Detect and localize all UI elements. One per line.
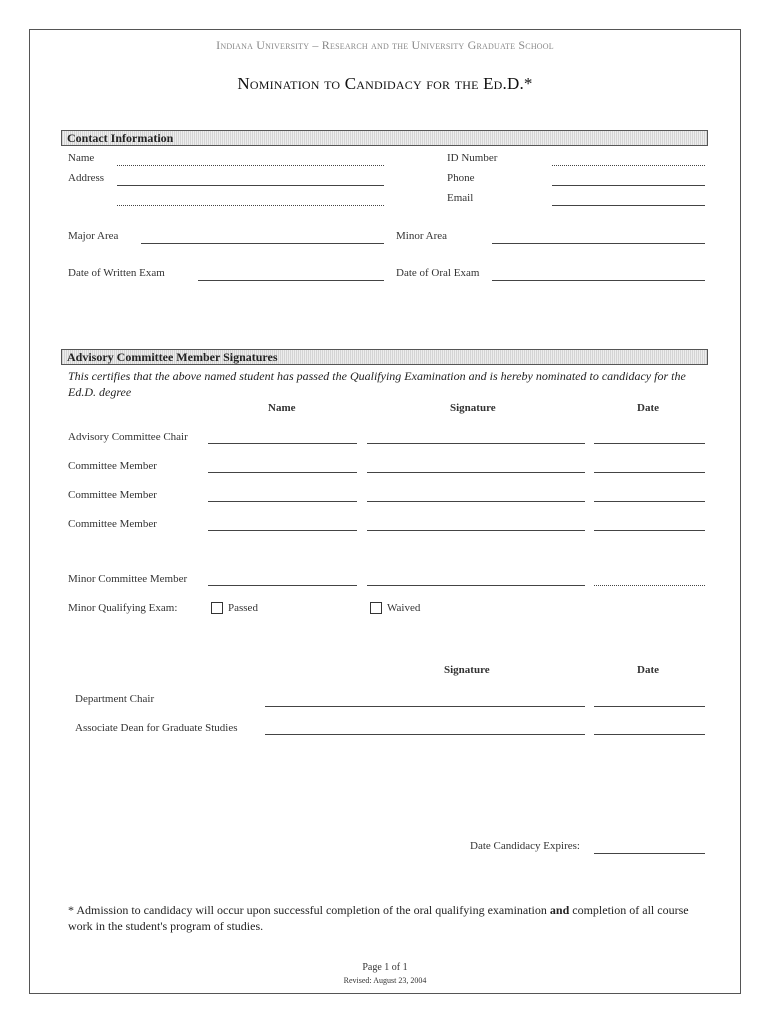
- waived-label: Waived: [387, 602, 421, 614]
- waived-checkbox[interactable]: [370, 602, 382, 614]
- minor-exam-label: Minor Qualifying Exam:: [68, 602, 178, 614]
- committee-member-1-label: Committee Member: [68, 460, 157, 472]
- committee-chair-date-field[interactable]: [594, 443, 705, 444]
- minor-member-signature-field[interactable]: [367, 585, 585, 586]
- department-chair-label: Department Chair: [75, 693, 155, 705]
- committee-member-1-date-field[interactable]: [594, 472, 705, 473]
- address-field-line2[interactable]: [117, 205, 384, 206]
- candidacy-expires-label: Date Candidacy Expires:: [470, 840, 580, 852]
- passed-checkbox[interactable]: [211, 602, 223, 614]
- associate-dean-label: Associate Dean for Graduate Studies: [75, 722, 238, 734]
- minor-area-label: Minor Area: [396, 230, 448, 242]
- committee-member-1-name-field[interactable]: [208, 472, 357, 473]
- candidacy-expires-field[interactable]: [594, 853, 705, 854]
- committee-section-title: Advisory Committee Member Signatures: [67, 350, 278, 364]
- institution-header: Indiana University – Research and the University Graduate School: [216, 38, 554, 52]
- page-number: Page 1 of 1: [362, 962, 408, 973]
- oral-exam-label: Date of Oral Exam: [396, 267, 480, 279]
- committee-member-1-signature-field[interactable]: [367, 472, 585, 473]
- associate-dean-date-field[interactable]: [594, 734, 705, 735]
- address-field-line1[interactable]: [117, 185, 384, 186]
- id-number-field[interactable]: [552, 165, 705, 166]
- department-chair-signature-field[interactable]: [265, 706, 585, 707]
- minor-member-label: Minor Committee Member: [68, 573, 188, 585]
- committee-col-signature: Signature: [450, 402, 496, 414]
- address-label: Address: [68, 172, 105, 184]
- passed-label: Passed: [228, 602, 258, 614]
- admission-footnote: [68, 902, 708, 934]
- committee-chair-signature-field[interactable]: [367, 443, 585, 444]
- name-field[interactable]: [117, 165, 384, 166]
- minor-member-name-field[interactable]: [208, 585, 357, 586]
- committee-member-3-date-field[interactable]: [594, 530, 705, 531]
- minor-area-field[interactable]: [492, 243, 705, 244]
- email-field[interactable]: [552, 205, 705, 206]
- phone-label: Phone: [447, 172, 475, 184]
- approval-col-signature: Signature: [444, 664, 490, 676]
- id-number-label: ID Number: [447, 152, 498, 164]
- contact-section-header: [61, 130, 708, 146]
- approval-col-date: Date: [637, 664, 659, 676]
- committee-chair-name-field[interactable]: [208, 443, 357, 444]
- email-label: Email: [447, 192, 474, 204]
- footnote-text-before: * Admission to candidacy will occur upon successful completion of the oral qualifying examination: [68, 903, 550, 917]
- committee-member-3-label: Committee Member: [68, 518, 157, 530]
- major-area-field[interactable]: [141, 243, 384, 244]
- committee-member-2-name-field[interactable]: [208, 501, 357, 502]
- name-label: Name: [68, 152, 95, 164]
- written-exam-field[interactable]: [198, 280, 384, 281]
- form-border: [29, 29, 741, 994]
- major-area-label: Major Area: [68, 230, 119, 242]
- committee-member-2-label: Committee Member: [68, 489, 157, 501]
- committee-member-2-signature-field[interactable]: [367, 501, 585, 502]
- footnote-text-after: completion of all course work in the student's program of studies.: [68, 903, 689, 933]
- certification-statement: This certifies that the above named student has passed the Qualifying Examination and is hereby nominated to candidacy for the Ed.D. degree: [68, 369, 686, 399]
- revision-date: Revised: August 23, 2004: [343, 976, 427, 985]
- committee-member-3-name-field[interactable]: [208, 530, 357, 531]
- committee-member-2-date-field[interactable]: [594, 501, 705, 502]
- phone-field[interactable]: [552, 185, 705, 186]
- minor-member-date-field[interactable]: [594, 585, 705, 586]
- committee-member-3-signature-field[interactable]: [367, 530, 585, 531]
- associate-dean-signature-field[interactable]: [265, 734, 585, 735]
- committee-col-date: Date: [637, 402, 659, 414]
- written-exam-label: Date of Written Exam: [68, 267, 165, 279]
- contact-section-title: Contact Information: [67, 131, 174, 145]
- form-title: Nomination to Candidacy for the Ed.D.*: [237, 74, 533, 93]
- oral-exam-field[interactable]: [492, 280, 705, 281]
- department-chair-date-field[interactable]: [594, 706, 705, 707]
- footnote-text-emphasis: and: [549, 903, 570, 917]
- committee-section-header: [61, 349, 708, 365]
- committee-col-name: Name: [268, 402, 296, 414]
- committee-chair-label: Advisory Committee Chair: [68, 431, 188, 443]
